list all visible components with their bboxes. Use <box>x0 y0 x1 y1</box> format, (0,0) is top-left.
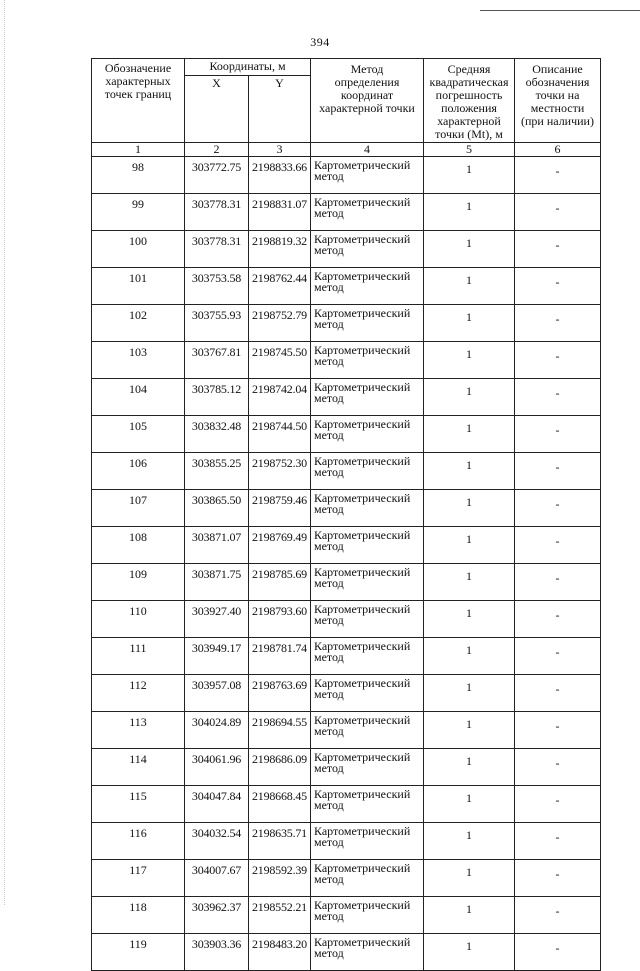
accuracy-cell: 1 <box>424 675 515 712</box>
x-coordinate-cell: 303778.31 <box>185 194 249 231</box>
header-text: Описание <box>532 62 583 76</box>
method-line: Картометрический <box>314 491 411 505</box>
column-number: 3 <box>249 143 311 157</box>
method-cell <box>311 786 424 823</box>
y-coordinate-cell: 2198769.49 <box>249 527 311 564</box>
column-number: 2 <box>185 143 249 157</box>
point-cell: 115 <box>92 786 185 823</box>
x-coordinate-cell: 303778.31 <box>185 231 249 268</box>
method-line: Картометрический <box>314 195 411 209</box>
method-line: метод <box>314 724 344 738</box>
y-coordinate-cell: 2198694.55 <box>249 712 311 749</box>
accuracy-cell: 1 <box>424 601 515 638</box>
table-body <box>92 157 601 971</box>
method-cell <box>311 416 424 453</box>
description-cell: - <box>515 527 601 564</box>
point-cell: 102 <box>92 305 185 342</box>
page-number: 394 <box>310 35 330 49</box>
point-cell: 109 <box>92 564 185 601</box>
method-line: метод <box>314 798 344 812</box>
method-line: Картометрический <box>314 380 411 394</box>
x-coordinate-cell: 304032.54 <box>185 823 249 860</box>
method-cell <box>311 934 424 971</box>
table-row <box>92 342 601 379</box>
description-cell: - <box>515 490 601 527</box>
method-cell <box>311 157 424 194</box>
point-cell: 111 <box>92 638 185 675</box>
point-cell: 105 <box>92 416 185 453</box>
description-cell: - <box>515 342 601 379</box>
description-cell: - <box>515 157 601 194</box>
accuracy-cell: 1 <box>424 231 515 268</box>
method-line: Картометрический <box>314 417 411 431</box>
scan-edge <box>4 0 5 905</box>
method-cell <box>311 379 424 416</box>
header-accuracy <box>424 59 515 143</box>
accuracy-cell: 1 <box>424 860 515 897</box>
method-line: Картометрический <box>314 232 411 246</box>
header-text: обозначения <box>525 75 590 89</box>
point-cell: 118 <box>92 897 185 934</box>
method-line: метод <box>314 391 344 405</box>
method-cell <box>311 305 424 342</box>
accuracy-cell: 1 <box>424 638 515 675</box>
method-cell <box>311 231 424 268</box>
method-line: Картометрический <box>314 935 411 949</box>
x-coordinate-cell: 303772.75 <box>185 157 249 194</box>
method-cell <box>311 675 424 712</box>
method-cell <box>311 268 424 305</box>
x-coordinate-cell: 304047.84 <box>185 786 249 823</box>
method-line: метод <box>314 539 344 553</box>
method-line: Картометрический <box>314 787 411 801</box>
method-line: метод <box>314 428 344 442</box>
y-coordinate-cell: 2198762.44 <box>249 268 311 305</box>
table-row <box>92 416 601 453</box>
y-coordinate-cell: 2198831.07 <box>249 194 311 231</box>
x-coordinate-cell: 303865.50 <box>185 490 249 527</box>
point-cell: 113 <box>92 712 185 749</box>
description-cell: - <box>515 860 601 897</box>
y-coordinate-cell: 2198552.21 <box>249 897 311 934</box>
method-line: Картометрический <box>314 639 411 653</box>
table-row <box>92 379 601 416</box>
accuracy-cell: 1 <box>424 416 515 453</box>
method-cell <box>311 712 424 749</box>
x-coordinate-cell: 303855.25 <box>185 453 249 490</box>
description-cell: - <box>515 897 601 934</box>
method-line: метод <box>314 280 344 294</box>
x-coordinate-cell: 303927.40 <box>185 601 249 638</box>
x-coordinate-cell: 303753.58 <box>185 268 249 305</box>
point-cell: 110 <box>92 601 185 638</box>
accuracy-cell: 1 <box>424 305 515 342</box>
accuracy-cell: 1 <box>424 786 515 823</box>
header-text: Обозначение <box>104 61 172 75</box>
header-text: местности <box>530 101 585 115</box>
accuracy-cell: 1 <box>424 749 515 786</box>
description-cell: - <box>515 712 601 749</box>
table-row <box>92 934 601 971</box>
method-line: метод <box>314 206 344 220</box>
method-cell <box>311 490 424 527</box>
y-coordinate-cell: 2198668.45 <box>249 786 311 823</box>
method-cell <box>311 860 424 897</box>
accuracy-cell: 1 <box>424 453 515 490</box>
header-text: характерной <box>437 114 501 128</box>
method-line: Картометрический <box>314 602 411 616</box>
table-row <box>92 712 601 749</box>
x-coordinate-cell: 304061.96 <box>185 749 249 786</box>
x-coordinate-cell: 303962.37 <box>185 897 249 934</box>
description-cell: - <box>515 638 601 675</box>
point-cell: 114 <box>92 749 185 786</box>
table-row <box>92 453 601 490</box>
header-text: (при наличии) <box>521 114 594 128</box>
header-description <box>515 59 601 143</box>
accuracy-cell: 1 <box>424 268 515 305</box>
point-cell: 103 <box>92 342 185 379</box>
description-cell: - <box>515 379 601 416</box>
method-line: метод <box>314 317 344 331</box>
header-text: положения <box>441 101 497 115</box>
accuracy-cell: 1 <box>424 379 515 416</box>
header-text: точки на <box>535 88 580 102</box>
x-coordinate-cell: 303903.36 <box>185 934 249 971</box>
method-line: метод <box>314 243 344 257</box>
header-point-name <box>92 59 185 143</box>
y-coordinate-cell: 2198759.46 <box>249 490 311 527</box>
description-cell: - <box>515 675 601 712</box>
header-text: квадратическая <box>429 75 509 89</box>
method-line: Картометрический <box>314 528 411 542</box>
table-row <box>92 860 601 897</box>
description-cell: - <box>515 601 601 638</box>
method-line: Картометрический <box>314 454 411 468</box>
method-line: метод <box>314 354 344 368</box>
y-coordinate-cell: 2198781.74 <box>249 638 311 675</box>
header-row-1 <box>92 59 601 76</box>
method-line: метод <box>314 169 344 183</box>
accuracy-cell: 1 <box>424 342 515 379</box>
header-method <box>311 59 424 143</box>
coordinates-table <box>91 58 601 971</box>
method-cell <box>311 194 424 231</box>
table-row <box>92 490 601 527</box>
method-line: Картометрический <box>314 713 411 727</box>
method-cell <box>311 527 424 564</box>
point-cell: 119 <box>92 934 185 971</box>
method-line: Картометрический <box>314 269 411 283</box>
header-y: Y <box>249 75 311 142</box>
point-cell: 117 <box>92 860 185 897</box>
method-line: Картометрический <box>314 565 411 579</box>
table-row <box>92 157 601 194</box>
table-row <box>92 897 601 934</box>
y-coordinate-cell: 2198742.04 <box>249 379 311 416</box>
method-line: Картометрический <box>314 306 411 320</box>
description-cell: - <box>515 194 601 231</box>
column-number: 4 <box>311 143 424 157</box>
accuracy-cell: 1 <box>424 934 515 971</box>
accuracy-cell: 1 <box>424 157 515 194</box>
description-cell: - <box>515 268 601 305</box>
column-number-row <box>92 143 601 157</box>
method-cell <box>311 342 424 379</box>
y-coordinate-cell: 2198635.71 <box>249 823 311 860</box>
point-cell: 100 <box>92 231 185 268</box>
y-coordinate-cell: 2198819.32 <box>249 231 311 268</box>
y-coordinate-cell: 2198793.60 <box>249 601 311 638</box>
x-coordinate-cell: 303871.07 <box>185 527 249 564</box>
method-line: Картометрический <box>314 750 411 764</box>
y-coordinate-cell: 2198833.66 <box>249 157 311 194</box>
header-coordinates: Координаты, м <box>185 59 311 76</box>
x-coordinate-cell: 303832.48 <box>185 416 249 453</box>
header-text: Средняя <box>447 62 491 76</box>
y-coordinate-cell: 2198785.69 <box>249 564 311 601</box>
method-line: метод <box>314 761 344 775</box>
table-row <box>92 231 601 268</box>
header-text: координат <box>340 88 394 102</box>
x-coordinate-cell: 304024.89 <box>185 712 249 749</box>
method-line: метод <box>314 687 344 701</box>
x-coordinate-cell: 303755.93 <box>185 305 249 342</box>
x-coordinate-cell: 303767.81 <box>185 342 249 379</box>
table-row <box>92 527 601 564</box>
accuracy-cell: 1 <box>424 564 515 601</box>
accuracy-cell: 1 <box>424 194 515 231</box>
method-cell <box>311 601 424 638</box>
point-cell: 112 <box>92 675 185 712</box>
column-number: 1 <box>92 143 185 157</box>
y-coordinate-cell: 2198592.39 <box>249 860 311 897</box>
method-line: метод <box>314 576 344 590</box>
accuracy-cell: 1 <box>424 712 515 749</box>
method-line: метод <box>314 872 344 886</box>
point-cell: 104 <box>92 379 185 416</box>
column-number: 6 <box>515 143 601 157</box>
method-line: Картометрический <box>314 158 411 172</box>
method-cell <box>311 453 424 490</box>
description-cell: - <box>515 564 601 601</box>
header-text: Метод <box>350 62 384 76</box>
method-cell <box>311 823 424 860</box>
accuracy-cell: 1 <box>424 823 515 860</box>
y-coordinate-cell: 2198686.09 <box>249 749 311 786</box>
method-line: Картометрический <box>314 343 411 357</box>
header-x: X <box>185 75 249 142</box>
table-row <box>92 601 601 638</box>
table-row <box>92 268 601 305</box>
accuracy-cell: 1 <box>424 897 515 934</box>
accuracy-cell: 1 <box>424 490 515 527</box>
header-text: определения <box>334 75 400 89</box>
header-text: характерных <box>105 74 171 88</box>
description-cell: - <box>515 231 601 268</box>
point-cell: 108 <box>92 527 185 564</box>
table-row <box>92 194 601 231</box>
point-cell: 107 <box>92 490 185 527</box>
header-text: характерной точки <box>319 101 415 115</box>
point-cell: 98 <box>92 157 185 194</box>
method-line: метод <box>314 835 344 849</box>
column-number: 5 <box>424 143 515 157</box>
y-coordinate-cell: 2198483.20 <box>249 934 311 971</box>
description-cell: - <box>515 823 601 860</box>
header-text: погрешность <box>435 88 503 102</box>
x-coordinate-cell: 303785.12 <box>185 379 249 416</box>
header-text: точки (Mt), м <box>435 127 503 141</box>
point-cell: 116 <box>92 823 185 860</box>
method-line: метод <box>314 650 344 664</box>
y-coordinate-cell: 2198752.30 <box>249 453 311 490</box>
y-coordinate-cell: 2198745.50 <box>249 342 311 379</box>
table-row <box>92 638 601 675</box>
accuracy-cell: 1 <box>424 527 515 564</box>
method-line: метод <box>314 613 344 627</box>
table-row <box>92 786 601 823</box>
method-cell <box>311 749 424 786</box>
method-line: Картометрический <box>314 861 411 875</box>
method-cell <box>311 564 424 601</box>
method-line: метод <box>314 502 344 516</box>
point-cell: 101 <box>92 268 185 305</box>
method-line: Картометрический <box>314 824 411 838</box>
description-cell: - <box>515 416 601 453</box>
method-line: метод <box>314 946 344 960</box>
description-cell: - <box>515 453 601 490</box>
table-row <box>92 305 601 342</box>
method-line: Картометрический <box>314 676 411 690</box>
table-row <box>92 823 601 860</box>
point-cell: 106 <box>92 453 185 490</box>
method-line: метод <box>314 909 344 923</box>
method-cell <box>311 897 424 934</box>
description-cell: - <box>515 305 601 342</box>
method-line: Картометрический <box>314 898 411 912</box>
point-cell: 99 <box>92 194 185 231</box>
method-line: метод <box>314 465 344 479</box>
scan-corner-line <box>480 10 640 11</box>
description-cell: - <box>515 786 601 823</box>
y-coordinate-cell: 2198752.79 <box>249 305 311 342</box>
y-coordinate-cell: 2198763.69 <box>249 675 311 712</box>
x-coordinate-cell: 303949.17 <box>185 638 249 675</box>
x-coordinate-cell: 304007.67 <box>185 860 249 897</box>
header-text: точек границ <box>104 87 172 101</box>
method-cell <box>311 638 424 675</box>
table-row <box>92 749 601 786</box>
table-row <box>92 675 601 712</box>
description-cell: - <box>515 934 601 971</box>
description-cell: - <box>515 749 601 786</box>
y-coordinate-cell: 2198744.50 <box>249 416 311 453</box>
table-row <box>92 564 601 601</box>
x-coordinate-cell: 303871.75 <box>185 564 249 601</box>
x-coordinate-cell: 303957.08 <box>185 675 249 712</box>
